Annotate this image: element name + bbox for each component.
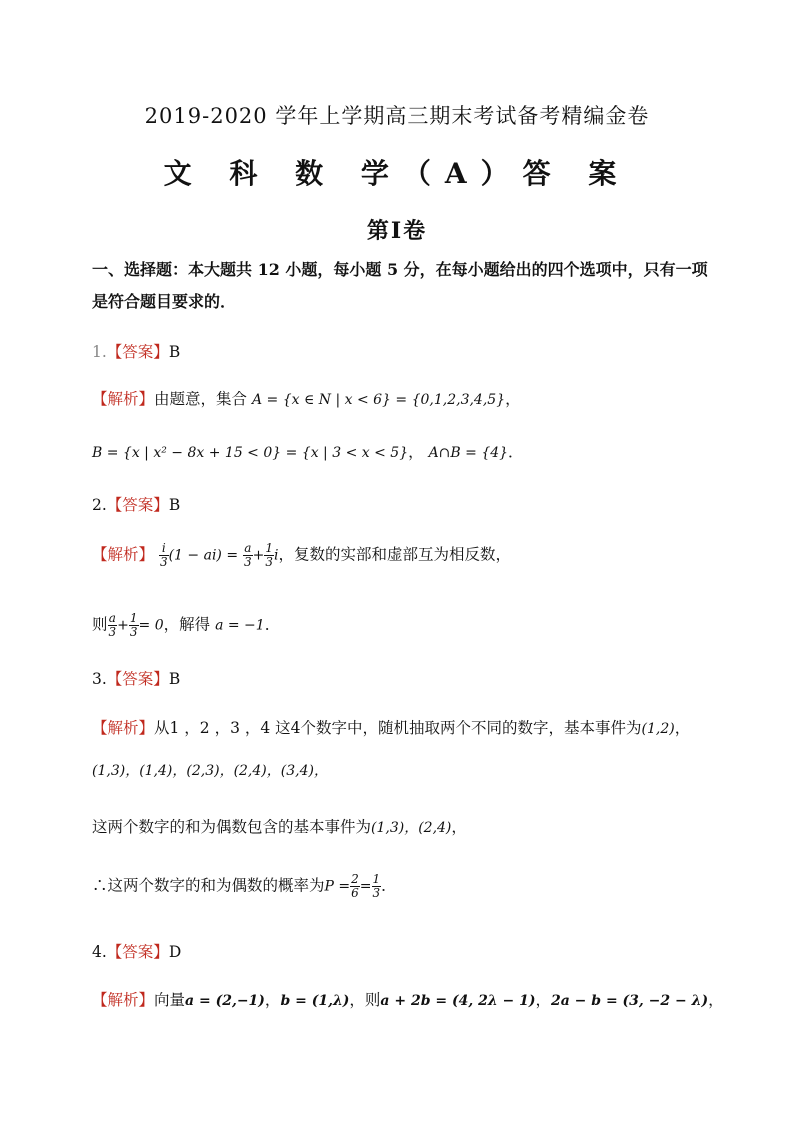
q1-number: 1. [92, 343, 107, 361]
q1-b-sep: ， [408, 443, 424, 461]
q1-answer [92, 340, 180, 362]
q3-answer [92, 667, 180, 689]
q3-analysis-line2 [92, 760, 328, 780]
q2-plus: + [252, 547, 265, 564]
q2-fraction-2 [243, 542, 253, 569]
q2-fraction-4 [108, 612, 118, 639]
q4-answer-tag: 【答案】 [106, 943, 169, 961]
q3-analysis-line3 [92, 815, 467, 837]
q4-text1: 向量 [154, 991, 186, 1009]
q2-f4-den: 3 [108, 625, 117, 639]
q2-analysis-line2 [92, 612, 280, 639]
q4-diff: 2a − b = (3, −2 − λ) [551, 993, 709, 1009]
q1-set-b: B = {x | x² − 8x + 15 < 0} = {x | 3 < x < 5} [92, 445, 409, 461]
section-heading: 一、选择题：本大题共 12 小题，每小题 5 分，在每小题给出的四个选项中，只有一项是符合题目要求的． [92, 260, 708, 311]
exam-title: 2019-2020 学年上学期高三期末考试备考精编金卷 [144, 104, 650, 128]
q3-fraction-1 [350, 873, 360, 900]
q2-then: 则 [92, 615, 108, 634]
q2-f3-num: 1 [265, 541, 274, 555]
q1-text: 由题意，集合 [154, 390, 252, 408]
q4-analysis-tag: 【解析】 [92, 991, 155, 1009]
q2-analysis-tag: 【解析】 [92, 545, 155, 564]
q4-answer-value: D [168, 943, 182, 961]
q3-line4-end: ． [381, 876, 397, 895]
q3-events: (1,3)，(1,4)，(2,3)，(2,4)，(3,4)， [92, 763, 328, 779]
q3-line1: 从1 ，2 ，3 ，4 这4个数字中，随机抽取两个不同的数字，基本事件为 [154, 719, 642, 737]
q2-f2-den: 3 [244, 555, 252, 569]
q2-f1-den: 3 [159, 555, 168, 569]
q2-expr-eq: = 0 [138, 617, 164, 634]
q1-intersection: A∩B = {4} [428, 445, 509, 461]
q3-f2-num: 1 [372, 872, 381, 886]
q2-text2: ，解得 [163, 615, 216, 634]
q2-answer-value: B [168, 496, 181, 514]
q3-line1-end: ， [674, 719, 691, 737]
q2-end: ． [264, 615, 281, 634]
q2-answer [92, 493, 180, 515]
q3-analysis-line4 [92, 873, 397, 900]
q1-answer-value: B [168, 343, 181, 361]
q2-f5-den: 3 [129, 625, 138, 639]
q2-fraction-5 [129, 612, 139, 639]
q1-answer-tag: 【答案】 [106, 343, 169, 361]
q3-fraction-2 [372, 873, 382, 900]
q2-expr-1: (1 − ai) = [168, 547, 239, 564]
q1-analysis-line1 [92, 387, 521, 409]
q2-analysis-line1 [92, 542, 511, 569]
volume-heading: 第Ⅰ卷 [366, 218, 428, 244]
q3-number: 3. [92, 670, 107, 688]
q3-eq: = [359, 878, 372, 895]
q2-f3-den: 3 [265, 555, 274, 569]
q3-line3-end: ， [451, 818, 467, 836]
q2-fraction-1 [159, 542, 169, 569]
q2-fraction-3 [264, 542, 274, 569]
q3-f2-den: 3 [372, 886, 381, 900]
q4-vector-a: a = (2,−1) [185, 993, 265, 1009]
q2-f1-num: i [159, 542, 169, 556]
q4-answer [92, 940, 181, 962]
q1-analysis-tag: 【解析】 [92, 390, 155, 408]
q2-plus2: + [117, 617, 129, 634]
answer-title: 文 科 数 学（A）答 案 [163, 157, 631, 190]
q4-sep1: ， [264, 991, 281, 1009]
q2-f2-num: a [244, 541, 252, 555]
q3-f1-num: 2 [351, 872, 359, 886]
q1-set-a: A = {x ∈ N | x < 6} = {0,1,2,3,4,5} [251, 392, 506, 408]
q2-imag-unit: i [274, 547, 279, 564]
q3-line4: ∴这两个数字的和为偶数的概率为 [92, 876, 325, 895]
q3-answer-tag: 【答案】 [106, 670, 169, 688]
q4-number: 4. [92, 943, 107, 961]
q4-analysis-line1 [92, 988, 724, 1010]
q2-f4-num: a [108, 611, 116, 625]
q2-text1: ，复数的实部和虚部互为相反数， [278, 545, 512, 564]
q2-number: 2. [92, 496, 107, 514]
q2-f5-num: 1 [129, 611, 138, 625]
q1-a-end: ， [505, 390, 521, 408]
q1-c-end: ． [508, 443, 524, 461]
q4-text2: ，则 [349, 991, 381, 1009]
q3-p-label: P = [324, 878, 351, 895]
q4-vector-b: b = (1,λ) [280, 993, 350, 1009]
q1-analysis-line2 [92, 440, 524, 462]
q3-analysis-line1 [92, 716, 690, 738]
q3-analysis-tag: 【解析】 [92, 719, 155, 737]
q2-answer-tag: 【答案】 [106, 496, 169, 514]
q3-f1-den: 6 [351, 886, 359, 900]
q3-line1-math: (1,2) [641, 721, 675, 737]
q2-solution: a = −1 [215, 617, 265, 634]
q4-end: ， [708, 991, 724, 1009]
q3-answer-value: B [168, 670, 181, 688]
q3-line3: 这两个数字的和为偶数包含的基本事件为 [92, 818, 372, 836]
q4-sum: a + 2b = (4, 2λ − 1) [380, 993, 536, 1009]
q4-sep2: ， [535, 991, 551, 1009]
q3-even-events: (1,3)，(2,4) [371, 820, 452, 836]
